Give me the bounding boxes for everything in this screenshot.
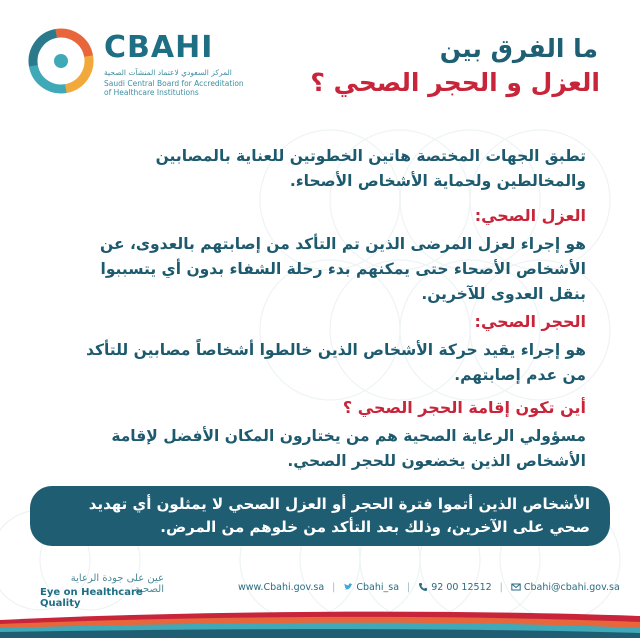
brand-name-english-line1: Saudi Central Board for Accreditation xyxy=(104,79,244,88)
page-title-line2: العزل و الحجر الصحي ؟ xyxy=(310,68,600,97)
isolation-text: هو إجراء لعزل المرضى الذين تم التأكد من إصابتهم بالعدوى، عن الأشخاص الأصحاء حتى يمكنهم بدء رحلة الشفاء بدون أي يتسببوا بنقل العدوى للآخرين. xyxy=(100,235,586,303)
email-link[interactable] xyxy=(511,582,620,593)
phone-number: 92 00 12512 xyxy=(431,581,492,593)
twitter-link[interactable] xyxy=(343,582,399,593)
decorative-bottom-stripes xyxy=(0,606,640,638)
twitter-icon xyxy=(343,582,353,592)
twitter-handle: Cbahi_sa xyxy=(356,581,400,593)
slogan-english: Eye on Healthcare Quality xyxy=(40,587,143,609)
divider: | xyxy=(407,581,411,593)
brand-name-arabic: المركز السعودي لاعتماد المنشآت الصحية xyxy=(104,68,232,77)
intro-text: تطبق الجهات المختصة هاتين الخطوتين للعناية بالمصابين والمخالطين ولحماية الأشخاص الأصحاء. xyxy=(155,147,586,190)
where-heading: أين تكون إقامة الحجر الصحي ؟ xyxy=(342,398,586,417)
quarantine-text: هو إجراء يقيد حركة الأشخاص الذين خالطوا أشخاصاً مصابين للتأكد من عدم إصابتهم. xyxy=(85,341,586,384)
page-title-line1: ما الفرق بين xyxy=(439,34,598,63)
divider: | xyxy=(332,581,336,593)
website-link[interactable] xyxy=(238,582,324,593)
cbahi-logo-icon xyxy=(28,28,94,94)
quarantine-heading: الحجر الصحي: xyxy=(474,312,586,331)
divider: | xyxy=(499,581,503,593)
where-text: مسؤولي الرعاية الصحية هم من يختارون المكان الأفضل لإقامة الأشخاص الذين يخضعون للحجر الصحي. xyxy=(111,427,586,470)
note-banner xyxy=(30,486,610,546)
email-address: Cbahi@cbahi.gov.sa xyxy=(523,581,620,593)
contact-bar xyxy=(238,580,620,594)
isolation-heading: العزل الصحي: xyxy=(474,206,586,225)
slogan-arabic: عين على جودة الرعاية الصحية xyxy=(70,573,164,595)
brand-name-english xyxy=(104,79,264,97)
brand-name: CBAHI xyxy=(104,30,214,65)
brand-name-english-line2: of Healthcare Institutions xyxy=(104,88,199,97)
website-text: www.Cbahi.gov.sa xyxy=(238,581,325,593)
phone-link[interactable] xyxy=(418,582,491,593)
note-banner-text: الأشخاص الذين أتموا فترة الحجر أو العزل الصحي لا يمثلون أي تهديد صحي على الآخرين، وذلك بعد التأكد من خلوهم من المرض. xyxy=(88,495,590,536)
phone-icon xyxy=(418,582,428,592)
email-icon xyxy=(511,582,521,592)
